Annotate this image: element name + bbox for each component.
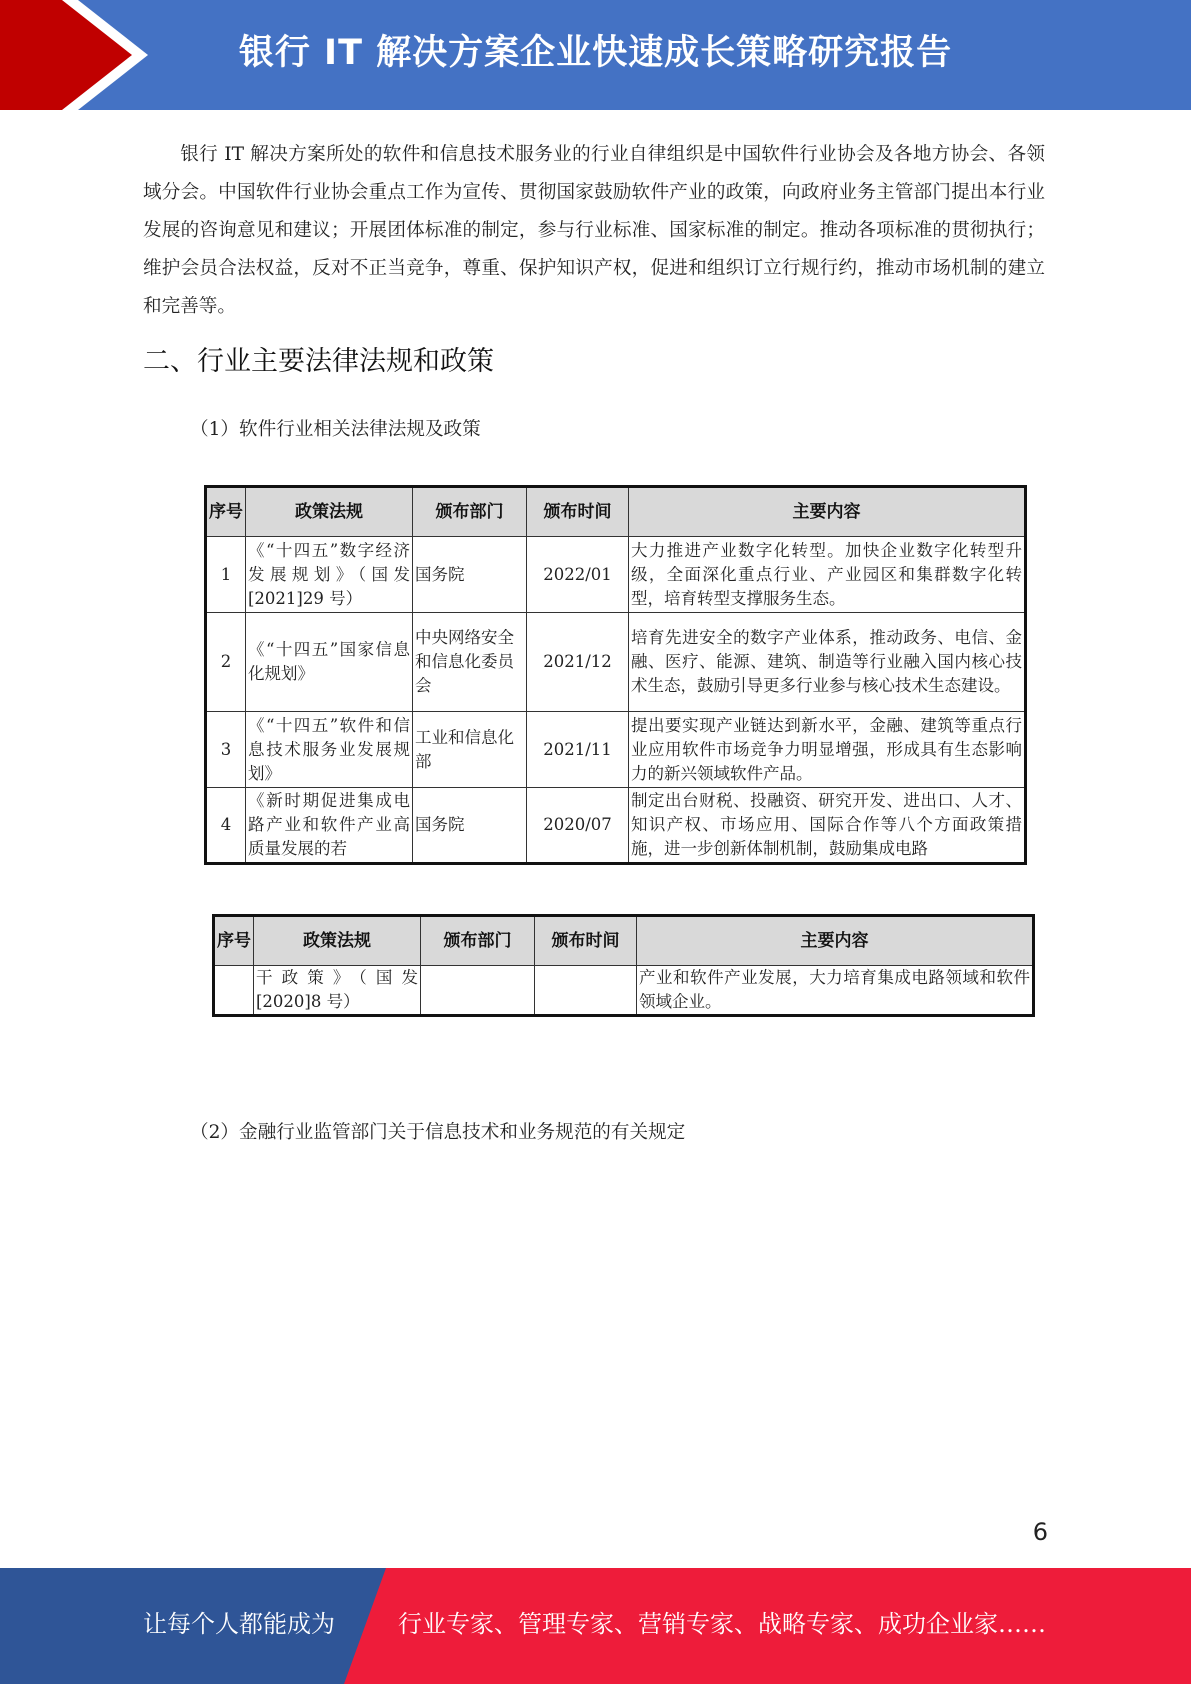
row-content: 产业和软件产业发展，大力培育集成电路领域和软件领域企业。 [637,966,1034,1016]
header-index: 序号 [206,487,246,537]
row-policy: 《“十四五”软件和信息技术服务业发展规划》 [246,712,413,788]
row-department: 工业和信息化部 [413,712,527,788]
subheading-software-policies: （1）软件行业相关法律法规及政策 [190,419,481,440]
row-policy: 《新时期促进集成电路产业和软件产业高质量发展的若 [246,788,413,864]
header-department: 颁布部门 [413,487,527,537]
table-header-row [206,487,1026,537]
row-content: 制定出台财税、投融资、研究开发、进出口、人才、知识产权、市场应用、国际合作等八个方面政策措施，进一步创新体制机制，鼓励集成电路 [629,788,1026,864]
subheading-financial-regulation: （2）金融行业监管部门关于信息技术和业务规范的有关规定 [190,1122,686,1143]
footer-slogan-right: 行业专家、管理专家、营销专家、战略专家、成功企业家…… [398,1610,1046,1638]
header-date: 颁布时间 [527,487,629,537]
page-footer [0,1568,1191,1684]
row-policy: 《“十四五”国家信息化规划》 [246,613,413,712]
row-content: 提出要实现产业链达到新水平，金融、建筑等重点行业应用软件市场竞争力明显增强，形成具有生态影响力的新兴领域软件产品。 [629,712,1026,788]
row-department: 中央网络安全和信息化委员会 [413,613,527,712]
header-policy: 政策法规 [254,916,421,966]
header-content: 主要内容 [637,916,1034,966]
table-header-row [214,916,1034,966]
row-department: 国务院 [413,537,527,613]
report-title: 银行 IT 解决方案企业快速成长策略研究报告 [238,33,953,73]
intro-paragraph: 银行 IT 解决方案所处的软件和信息技术服务业的行业自律组织是中国软件行业协会及各地方协会、各领域分会。中国软件行业协会重点工作为宣传、贯彻国家鼓励软件产业的政策，向政府业务主管部门提出本行业发展的咨询意见和建议；开展团体标准的制定，参与行业标准、国家标准的制定。推动各项标准的贯彻执行；维护会员合法权益，反对不正当竞争，尊重、保护知识产权，促进和组织订立行规行约，推动市场机制的建立和完善等。 [143,144,1045,317]
table-row [206,712,1026,788]
row-date: 2022/01 [527,537,629,613]
row-content: 大力推进产业数字化转型。加快企业数字化转型升级，全面深化重点行业、产业园区和集群数字化转型，培育转型支撑服务生态。 [629,537,1026,613]
row-department: 国务院 [413,788,527,864]
row-index: 4 [206,788,246,864]
row-date: 2020/07 [527,788,629,864]
page-header [0,0,1191,110]
header-date: 颁布时间 [535,916,637,966]
table-row [206,537,1026,613]
table-row [214,966,1034,1016]
row-department [421,966,535,1016]
row-content: 培育先进安全的数字产业体系，推动政务、电信、金融、医疗、能源、建筑、制造等行业融入国内核心技术生态，鼓励引导更多行业参与核心技术生态建设。 [629,613,1026,712]
row-policy: 干政策》（国发[2020]8 号） [254,966,421,1016]
row-index: 1 [206,537,246,613]
policy-table-continued [212,914,1035,1017]
row-date: 2021/11 [527,712,629,788]
row-index: 2 [206,613,246,712]
row-index: 3 [206,712,246,788]
policy-table [204,485,1027,865]
footer-slogan-left: 让每个人都能成为 [143,1610,335,1638]
page-number: 6 [1032,1518,1048,1546]
header-content: 主要内容 [629,487,1026,537]
row-date: 2021/12 [527,613,629,712]
row-date [535,966,637,1016]
table-row [206,788,1026,864]
header-policy: 政策法规 [246,487,413,537]
section-heading: 二、行业主要法律法规和政策 [143,346,494,377]
header-department: 颁布部门 [421,916,535,966]
table-row [206,613,1026,712]
header-index: 序号 [214,916,254,966]
row-policy: 《“十四五”数字经济发展规划》（国发[2021]29 号） [246,537,413,613]
row-index [214,966,254,1016]
